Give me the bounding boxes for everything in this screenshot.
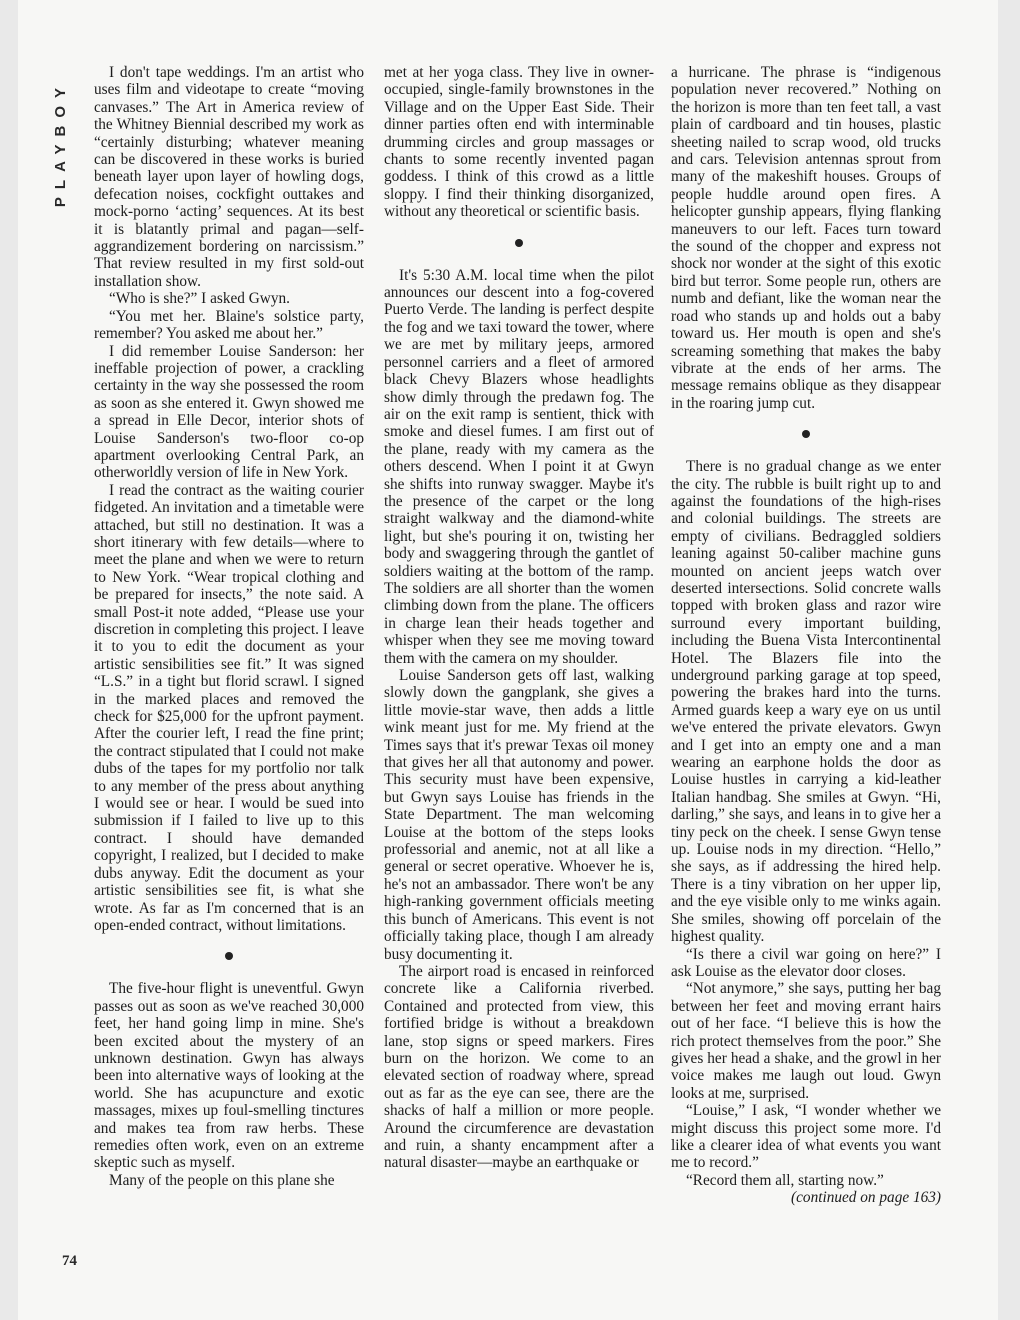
paragraph: The five-hour flight is uneventful. Gwyn passes out as soon as we've reached 30,000 feet, her hand going limp in mine. She's been excited about the mystery of an unknown destination. Gwyn has always been into alternative ways of looking at the world. She has acupuncture and exotic massages, mixes up foul-smelling tinctures and makes tea from raw herbs. These remedies often work, even on an extreme skeptic such as myself. bbox=[94, 980, 364, 1172]
page-number: 74 bbox=[62, 1253, 77, 1269]
paragraph: “Is there a civil war going on here?” I ask Louise as the elevator door closes. bbox=[671, 945, 941, 980]
paragraph-continued: a hurricane. The phrase is “indigenous population never recovered.” Nothing on the horizon is more than ten feet tall, a vast plain of cardboard and tin houses, plastic sheeting nailed to scrap wood, old trucks and cars. Television antennas sprout from many of the makeshift houses. Groups of people huddle around open fires. A helicopter gunship appears, flying flanking maneuvers to our left. Faces turn toward the sound of the chopper and express not shock nor wonder at the sight of this exotic bird but terror. Some people run, others are numb and defiant, like the woman near the road who stands up and holds out a baby toward us. Her mouth is open and she's screaming something that makes the baby vibrate at the ends of her arms. The message remains oblique as they disappear in the roaring jump cut. bbox=[671, 64, 941, 412]
paragraph: “You met her. Blaine's solstice party, remember? You asked me about her.” bbox=[94, 307, 364, 343]
paragraph: “Not anymore,” she says, putting her bag between her feet and moving errant hairs out of her face. “I believe this is how the rich protect themselves from the poor.” She gives her head a shake, and the growl in her voice makes me laugh out loud. Gwyn looks at me, surprised. bbox=[671, 980, 941, 1102]
paragraph: “Louise,” I ask, “I wonder whether we might discuss this project some more. I'd like a clearer idea of what events you want me to record.” bbox=[671, 1102, 941, 1172]
section-break-bullet bbox=[225, 952, 233, 960]
magazine-page bbox=[18, 0, 998, 1320]
paragraph: I read the contract as the waiting courier fidgeted. An invitation and a timetable were attached, but still no destination. It was a short itinerary with few details—where to meet the plane and when we were to return to New York. “Wear tropical clothing and be prepared for insects,” the note said. A small Post-it note added, “Please use your discretion in completing this project. I leave it to you to edit the document as your artistic sensibilities see fit.” It was signed “L.S.” in a tight but florid scrawl. I signed in the marked places and removed the check for $25,000 for the upfront payment. After the courier left, I read the fine print; the contract stipulated that I could not make dubs of the tapes for my portfolio nor talk to any member of the press about anything I would see or hear. I would be sued into submission if I failed to live up to this contract. I should have demanded copyright, I realized, but I decided to make dubs anyway. Edit the document as your artistic sensibilities see fit, is what she wrote. As far as I'm concerned that is an open-ended contract, without limitations. bbox=[94, 481, 364, 934]
paragraph: I don't tape weddings. I'm an artist who uses film and videotape to create “moving canvases.” The Art in America review of the Whitney Biennial described my work as “certainly disturbing; whatever meaning can be discovered in these works is buried beneath layer upon layer of howling dogs, defecation noises, cockfight outtakes and mock-porno ‘acting’ sequences. At its best it is blatantly primal and pagan—self-aggrandizement bordering on narcissism.” That review resulted in my first sold-out installation show. bbox=[94, 64, 364, 290]
text-column-2 bbox=[384, 64, 654, 1284]
paragraph: There is no gradual change as we enter the city. The rubble is built right up to and against the foundations of the high-rises and colonial buildings. The streets are empty of civilians. Bedraggled soldiers leaning against 50-caliber machine guns mounted on ancient jeeps watch over deserted intersections. Solid concrete walls topped with broken glass and razor wire surround every important building, including the Buena Vista Intercontinental Hotel. The Blazers file into the underground parking garage at top speed, powering the brakes hard into the turns. Armed guards keep a wary eye on us until we've entered the private elevators. Gwyn and I get into an empty one and a man wearing an earphone holds the door as Louise hustles in carrying a kid-leather Italian handbag. She smiles at Gwyn. “Hi, darling,” she says, and leans in to give her a tiny peck on the cheek. I sense Gwyn tense up. Louise nods in my direction. “Hello,” she says, as if addressing the hired help. There is a tiny vibration on her upper lip, and the eye visible only to me winks again. She smiles, showing off porcelain of the highest quality. bbox=[671, 458, 941, 946]
paragraph: I did remember Louise Sanderson: her ineffable projection of power, a crackling certainty in the way she possessed the room as soon as she entered it. Gwyn showed me a spread in Elle Decor, interior shots of Louise Sanderson's two-floor co-op apartment overlooking Central Park, an otherworldly version of life in New York. bbox=[94, 342, 364, 482]
text-column-1 bbox=[94, 64, 364, 1284]
paragraph: The airport road is encased in reinforced concrete like a California riverbed. Contained and protected from view, this fortified bridge is without a breakdown lane, stop signs or speed markers. Fires burn on the horizon. We come to an elevated section of roadway where, spread out as far as the eye can see, there are the shacks of half a million or more people. Around the circumference are devastation and ruin, a shanty encampment after a natural disaster—maybe an earthquake or bbox=[384, 962, 654, 1172]
paragraph: It's 5:30 A.M. local time when the pilot announces our descent into a fog-covered Puerto Verde. The landing is perfect despite the fog and we taxi toward the tower, where we are met by military jeeps, armored personnel carriers and a fleet of armored black Chevy Blazers whose headlights show dimly through the predawn fog. The air on the exit ramp is sentient, thick with smoke and diesel fumes. I am first out of the plane, ready with my camera as the others descend. When I point it at Gwyn she shifts into runway swagger. Maybe it's the presence of the carpet or the long straight walkway and the diamond-white light, but she's pouring it on, twisting her body and swaggering through the gantlet of soldiers waiting at the bottom of the ramp. The soldiers are all shorter than the women climbing down from the plane. The officers in charge lean their heads together and whisper when they see me moving toward them with the camera on my shoulder. bbox=[384, 266, 654, 667]
magazine-name: PLAYBOY bbox=[52, 79, 70, 207]
paragraph: Many of the people on this plane she bbox=[109, 1171, 335, 1189]
paragraph: “Who is she?” I asked Gwyn. bbox=[109, 290, 290, 308]
paragraph: “Record them all, starting now.” bbox=[686, 1171, 884, 1189]
section-break-bullet bbox=[802, 430, 810, 438]
magazine-name-vertical bbox=[18, 58, 104, 228]
paragraph-continued: met at her yoga class. They live in owner-occupied, single-family brownstones in the Village and on the Upper East Side. Their dinner parties often end with interminable drumming circles and group massages or chants to some recently invented pagan goddess. I think of this crowd as a little sloppy. I find their thinking disorganized, without any theoretical or scientific basis. bbox=[384, 64, 654, 221]
continued-note: (continued on page 163) bbox=[791, 1189, 941, 1207]
text-column-3 bbox=[671, 64, 941, 1284]
paragraph: Louise Sanderson gets off last, walking slowly down the gangplank, she gives a little movie-star wave, then adds a little wink meant just for me. My friend at the Times says that it's prewar Texas oil money that gives her all that autonomy and power. This security must have been expensive, but Gwyn says Louise has friends in the State Department. The man welcoming Louise at the bottom of the steps looks professorial and anemic, not at all like a general or secret operative. Whoever he is, he's not an ambassador. There won't be any high-ranking government officials meeting this bunch of Americans. This event is not officially taking place, though I am already busy documenting it. bbox=[384, 667, 654, 963]
section-break-bullet bbox=[515, 239, 523, 247]
